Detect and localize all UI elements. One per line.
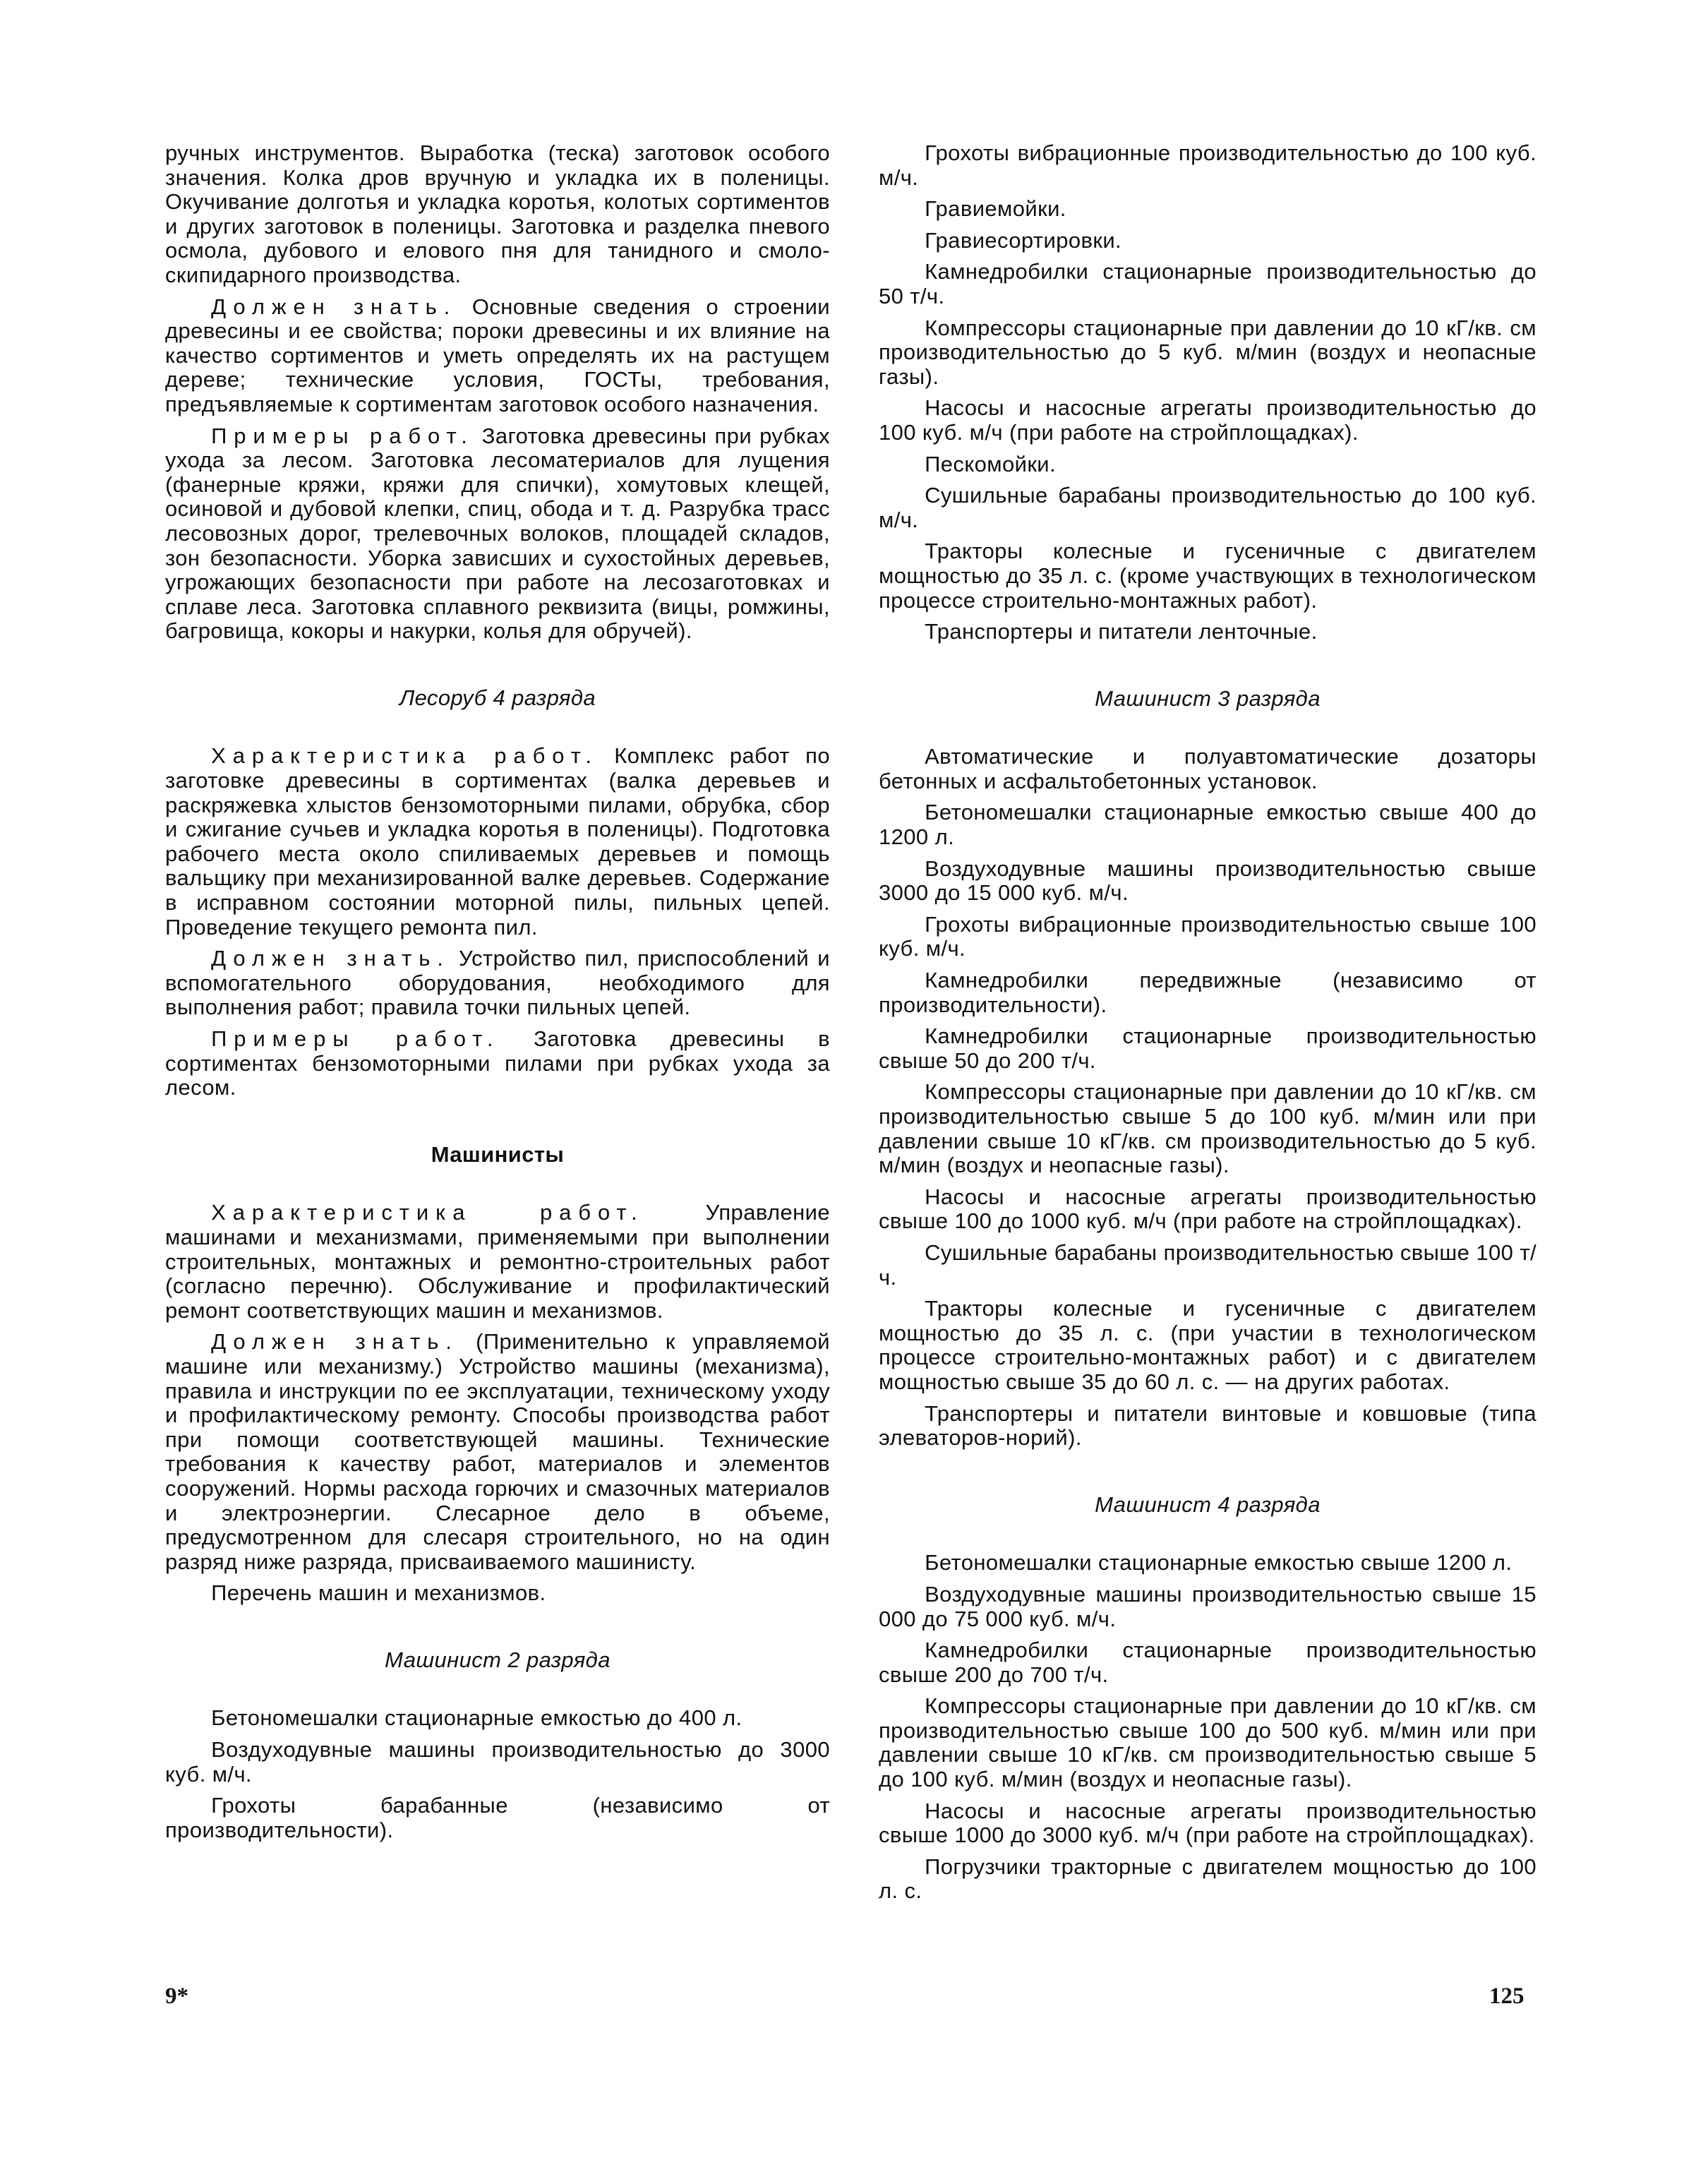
paragraph-text: Заготовка древесины при рубках ухода за лесом. Заготовка лесоматериалов для лущения (фанерные кряжи, кряжи для спички), хомутовых клещей, осиновой и дубовой клепки, спиц, обода и т. д. Разрубка трасс лесовозных дорог, трелевочных волоков, площадей складов, зон безопасности. Уборка зависших и сухостойных деревьев, угрожающих безопасности при работе на лесозаготовках и сплаве леса. Заготовка сплавного реквизита (вицы, ромжины, багровища, кокоры и накурки, колья для обручей).: [165, 423, 830, 644]
paragraph-text: Управление машинами и механизмами, применяемыми при выполнении строительных, монтажных и ремонтно-строительных работ (согласно перечню). Обслуживание и профилактический ремонт соответствующих машин и механизмов.: [165, 1200, 830, 1323]
paragraph: [879, 452, 1536, 477]
paragraph: [879, 745, 1536, 793]
paragraph: [165, 1027, 830, 1100]
paragraph-lead: Должен знать.: [211, 294, 457, 319]
paragraph: [879, 1583, 1536, 1631]
paragraph-text: Устройство пил, приспособлений и вспомогательного оборудования, необходимого для выполнения работ; правила точки пильных цепей.: [165, 946, 831, 1020]
paragraph-text: Бетономешалки стационарные емкостью свыше 1200 л.: [925, 1550, 1512, 1575]
paragraph-text: Компрессоры стационарные при давлении до 10 кГ/кв. см производительностью свыше 5 до 100 куб. м/мин или при давлении свыше 10 кГ/кв. см производительностью до 5 куб. м/мин (воздух и неопасные газы).: [879, 1079, 1536, 1178]
paragraph-lead: Характеристика работ.: [211, 743, 599, 769]
paragraph-text: Бетономешалки стационарные емкостью до 400 л.: [211, 1705, 742, 1731]
paragraph-text: Воздуходувные машины производительностью свыше 3000 до 15 000 куб. м/ч.: [879, 856, 1536, 906]
paragraph-lead: Должен знать.: [211, 946, 450, 971]
paragraph: [879, 800, 1536, 849]
paragraph-text: ручных инструментов. Выработка (теска) заготовок особого значения. Колка дров вручную и укладка их в поленицы. Окучивание долготья и укладка коротья, колотых сортиментов и других заготовок в поленицы. Заготовка и разделка пневого осмола, дубового и елового пня для танидного и смоло-скипидарного производства.: [165, 140, 830, 287]
paragraph: [165, 1581, 830, 1606]
paragraph-text: Пескомойки.: [925, 451, 1057, 476]
paragraph-text: Камнедробилки стационарные производительностью свыше 200 до 700 т/ч.: [879, 1638, 1536, 1687]
paragraph: [879, 484, 1536, 532]
paragraph-text: Гравиемойки.: [925, 196, 1066, 222]
paragraph-text: Погрузчики тракторные с двигателем мощностью до 100 л. с.: [879, 1854, 1536, 1904]
paragraph-text: Бетономешалки стационарные емкостью свыше 400 до 1200 л.: [879, 800, 1536, 850]
paragraph: [165, 1738, 830, 1787]
paragraph-lead: Примеры работ.: [211, 423, 474, 448]
paragraph-text: Тракторы колесные и гусеничные с двигателем мощностью до 35 л. с. (кроме участвующих в технологическом процессе строительно-монтажных работ).: [879, 539, 1536, 613]
left-column: [165, 141, 830, 1849]
paragraph: [879, 1855, 1536, 1904]
paragraph-text: Камнедробилки стационарные производительностью до 50 т/ч.: [879, 259, 1536, 308]
paragraph: [879, 620, 1536, 644]
paragraph: [879, 229, 1536, 253]
right-column: [879, 141, 1536, 1911]
paragraph-text: Транспортеры и питатели винтовые и ковшовые (типа элеваторов-норий).: [879, 1400, 1536, 1451]
paragraph-lead: Примеры работ.: [211, 1026, 500, 1051]
paragraph-text: Насосы и насосные агрегаты производительностью свыше 100 до 1000 куб. м/ч (при работе на стройплощадках).: [879, 1184, 1536, 1234]
paragraph-text: Грохоты барабанные (независимо от производительности).: [165, 1793, 830, 1842]
paragraph-text: Насосы и насосные агрегаты производительностью свыше 1000 до 3000 куб. м/ч (при работе на стройплощадках).: [879, 1798, 1536, 1848]
paragraph-text: Тракторы колесные и гусеничные с двигателем мощностью до 35 л. с. (при участии в технологическом процессе строительно-монтажных работ) и с двигателем мощностью свыше 35 до 60 л. с. — на других работах.: [879, 1296, 1536, 1394]
paragraph: [165, 295, 830, 417]
section-heading: Машинисты: [431, 1141, 565, 1167]
paragraph-lead: Характеристика работ.: [211, 1200, 644, 1225]
paragraph: [879, 1080, 1536, 1177]
paragraph-text: Воздуходувные машины производительностью свыше 15 000 до 75 000 куб. м/ч.: [879, 1581, 1536, 1631]
paragraph-text: Сушильные барабаны производительностью до 100 куб. м/ч.: [879, 483, 1536, 532]
paragraph: [879, 1297, 1536, 1394]
paragraph: [165, 1330, 830, 1574]
paragraph-text: Основные сведения о строении древесины и ее свойства; пороки древесины и их влияние на качество сортиментов и уметь определять их на растущем дереве; технические условия, ГОСТы, требования, предъявляемые к сортиментам заготовок особого назначения.: [165, 294, 831, 416]
paragraph: [879, 1185, 1536, 1234]
paragraph: [879, 857, 1536, 906]
paragraph-text: Камнедробилки передвижные (независимо от производительности).: [879, 968, 1536, 1017]
paragraph: [879, 396, 1536, 445]
paragraph-text: Камнедробилки стационарные производительностью свыше 50 до 200 т/ч.: [879, 1024, 1536, 1073]
paragraph: [879, 316, 1536, 390]
paragraph-text: Сушильные барабаны производительностью свыше 100 т/ч.: [879, 1239, 1536, 1290]
paragraph-lead: Должен знать.: [211, 1329, 459, 1355]
paragraph: [879, 1402, 1536, 1451]
paragraph: [165, 424, 830, 644]
paragraph: [879, 1638, 1536, 1687]
paragraph-text: Транспортеры и питатели ленточные.: [925, 619, 1318, 644]
paragraph: [879, 197, 1536, 222]
paragraph-text: Заготовка древесины в сортиментах бензомоторными пилами при рубках ухода за лесом.: [165, 1026, 830, 1100]
paragraph: [879, 260, 1536, 308]
paragraph: [165, 1794, 830, 1842]
paragraph-text: Автоматические и полуавтоматические дозаторы бетонных и асфальтобетонных установок.: [879, 744, 1536, 793]
signature-mark: 9*: [165, 1983, 188, 2009]
paragraph: [879, 1694, 1536, 1791]
paragraph-text: Гравиесортировки.: [925, 227, 1122, 253]
paragraph: [879, 141, 1536, 190]
page-number: 125: [1489, 1983, 1524, 2009]
paragraph-text: Компрессоры стационарные при давлении до 10 кГ/кв. см производительностью свыше 100 до 500 куб. м/мин или при давлении свыше 10 кГ/кв. см производительностью свыше 5 до 100 куб. м/мин (воздух и неопасные газы).: [879, 1693, 1536, 1792]
section-heading: Лесоруб 4 разряда: [399, 685, 596, 710]
paragraph: [879, 539, 1536, 613]
paragraph: [879, 968, 1536, 1017]
paragraph-text: Насосы и насосные агрегаты производительностью до 100 куб. м/ч (при работе на стройплощадках).: [879, 395, 1536, 445]
paragraph-text: Перечень машин и механизмов.: [211, 1580, 546, 1606]
paragraph: [165, 1201, 830, 1323]
paragraph-text: Воздуходувные машины производительностью до 3000 куб. м/ч.: [165, 1737, 830, 1787]
paragraph: [165, 141, 830, 288]
paragraph-text: Комплекс работ по заготовке древесины в сортиментах (валка деревьев и раскряжевка хлыстов бензомоторными пилами, обрубка, сбор и сжигание сучьев и укладка коротья в поленицы). Подготовка рабочего места около спиливаемых деревьев и помощь вальщику при механизированной валке деревьев. Содержание в исправном состоянии моторной пилы, пильных цепей. Проведение текущего ремонта пил.: [165, 743, 831, 940]
paragraph: [879, 1551, 1536, 1575]
section-heading: Машинист 3 разряда: [1095, 685, 1321, 711]
paragraph-text: (Применительно к управляемой машине или механизму.) Устройство машины (механизма), правила и инструкции по ее эксплуатации, техническому уходу и профилактическому ремонту. Способы производства работ при помощи соответствующей машины. Технические требования к качеству работ, материалов и элементов сооружений. Нормы расхода горючих и смазочных материалов и электроэнергии. Слесарное дело в объеме, предусмотренном для слесаря строительного, но на один разряд ниже разряда, присваиваемого машинисту.: [165, 1329, 830, 1574]
paragraph: [165, 947, 830, 1020]
paragraph: [879, 913, 1536, 961]
paragraph: [879, 1241, 1536, 1290]
section-heading: Машинист 4 разряда: [1095, 1491, 1321, 1517]
paragraph-text: Грохоты вибрационные производительностью до 100 куб. м/ч.: [879, 140, 1536, 190]
section-heading: Машинист 2 разряда: [385, 1647, 611, 1672]
paragraph: [165, 1706, 830, 1731]
paragraph-text: Компрессоры стационарные при давлении до 10 кГ/кв. см производительностью до 5 куб. м/мин (воздух и неопасные газы).: [879, 315, 1536, 389]
paragraph: [165, 744, 830, 940]
paragraph: [879, 1799, 1536, 1848]
paragraph-text: Грохоты вибрационные производительностью свыше 100 куб. м/ч.: [879, 911, 1536, 961]
paragraph: [879, 1024, 1536, 1073]
